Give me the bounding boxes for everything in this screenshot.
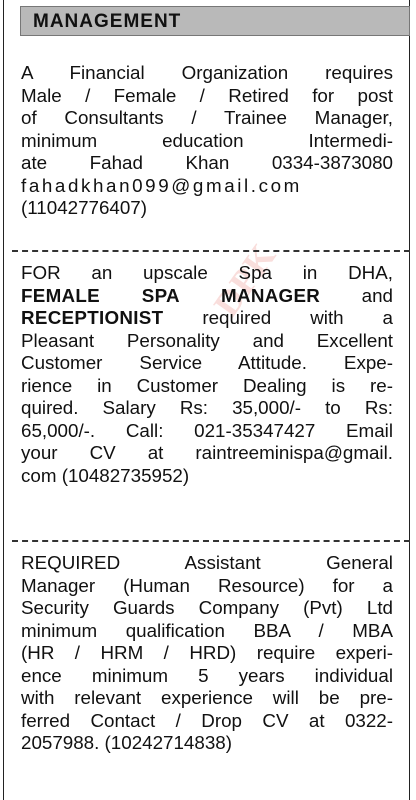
ad-line: A Financial Organization requires (21, 62, 393, 83)
watermark: DPK (205, 235, 284, 324)
column-border-left (3, 0, 4, 800)
ad-line: 65,000/-. Call: 021-35347427 Email (21, 419, 393, 441)
ad-financial-organization (21, 62, 393, 220)
ad-reference: com (10482735952) (21, 464, 190, 486)
ad-job-title: RECEPTIONIST (21, 307, 164, 328)
ad-job-title: FEMALE SPA MANAGER (21, 284, 321, 306)
ad-line: minimum qualification BBA / MBA (21, 619, 393, 641)
ad-line: rience in Customer Dealing is re- (21, 374, 393, 396)
section-title: MANAGEMENT (33, 11, 182, 32)
ad-line: FOR an upscale Spa in DHA, (21, 262, 393, 283)
ad-line: RECEPTIONIST required with a (21, 307, 393, 328)
ad-line: ferred Contact / Drop CV at 0322- (21, 709, 393, 731)
ad-line: Male / Female / Retired for post (21, 84, 393, 106)
ad-line: Security Guards Company (Pvt) Ltd (21, 597, 393, 618)
column-border-right (409, 0, 410, 800)
ad-line: REQUIRED Assistant General (21, 552, 393, 573)
ad-reference: (11042776407) (21, 197, 148, 218)
section-header (20, 6, 410, 36)
ad-line: with relevant experience will be pre- (21, 687, 393, 708)
ad-email: fahadkhan099@gmail.com (21, 174, 302, 196)
ad-line: (HR / HRM / HRD) require experi- (21, 642, 393, 663)
ad-line: of Consultants / Trainee Manager, (21, 107, 393, 128)
ad-line: quired. Salary Rs: 35,000/- to Rs: (21, 397, 393, 418)
ad-line: FEMALE SPA MANAGER and (21, 284, 393, 306)
ad-line: ence minimum 5 years individual (21, 664, 393, 686)
ad-line: ate Fahad Khan 0334-3873080 (21, 152, 393, 173)
ad-divider (12, 540, 410, 542)
ad-reference: 2057988. (10242714838) (21, 732, 232, 753)
ad-line: Customer Service Attitude. Expe- (21, 352, 393, 373)
ad-line: Manager (Human Resource) for a (21, 574, 393, 596)
ad-line: minimum education Intermedi- (21, 129, 393, 151)
ad-divider (12, 250, 410, 252)
ad-line: Pleasant Personality and Excellent (21, 329, 393, 351)
ad-assistant-gm (21, 552, 393, 755)
ad-spa-manager (21, 262, 393, 487)
ad-line: your CV at raintreeminispa@gmail. (21, 442, 393, 463)
